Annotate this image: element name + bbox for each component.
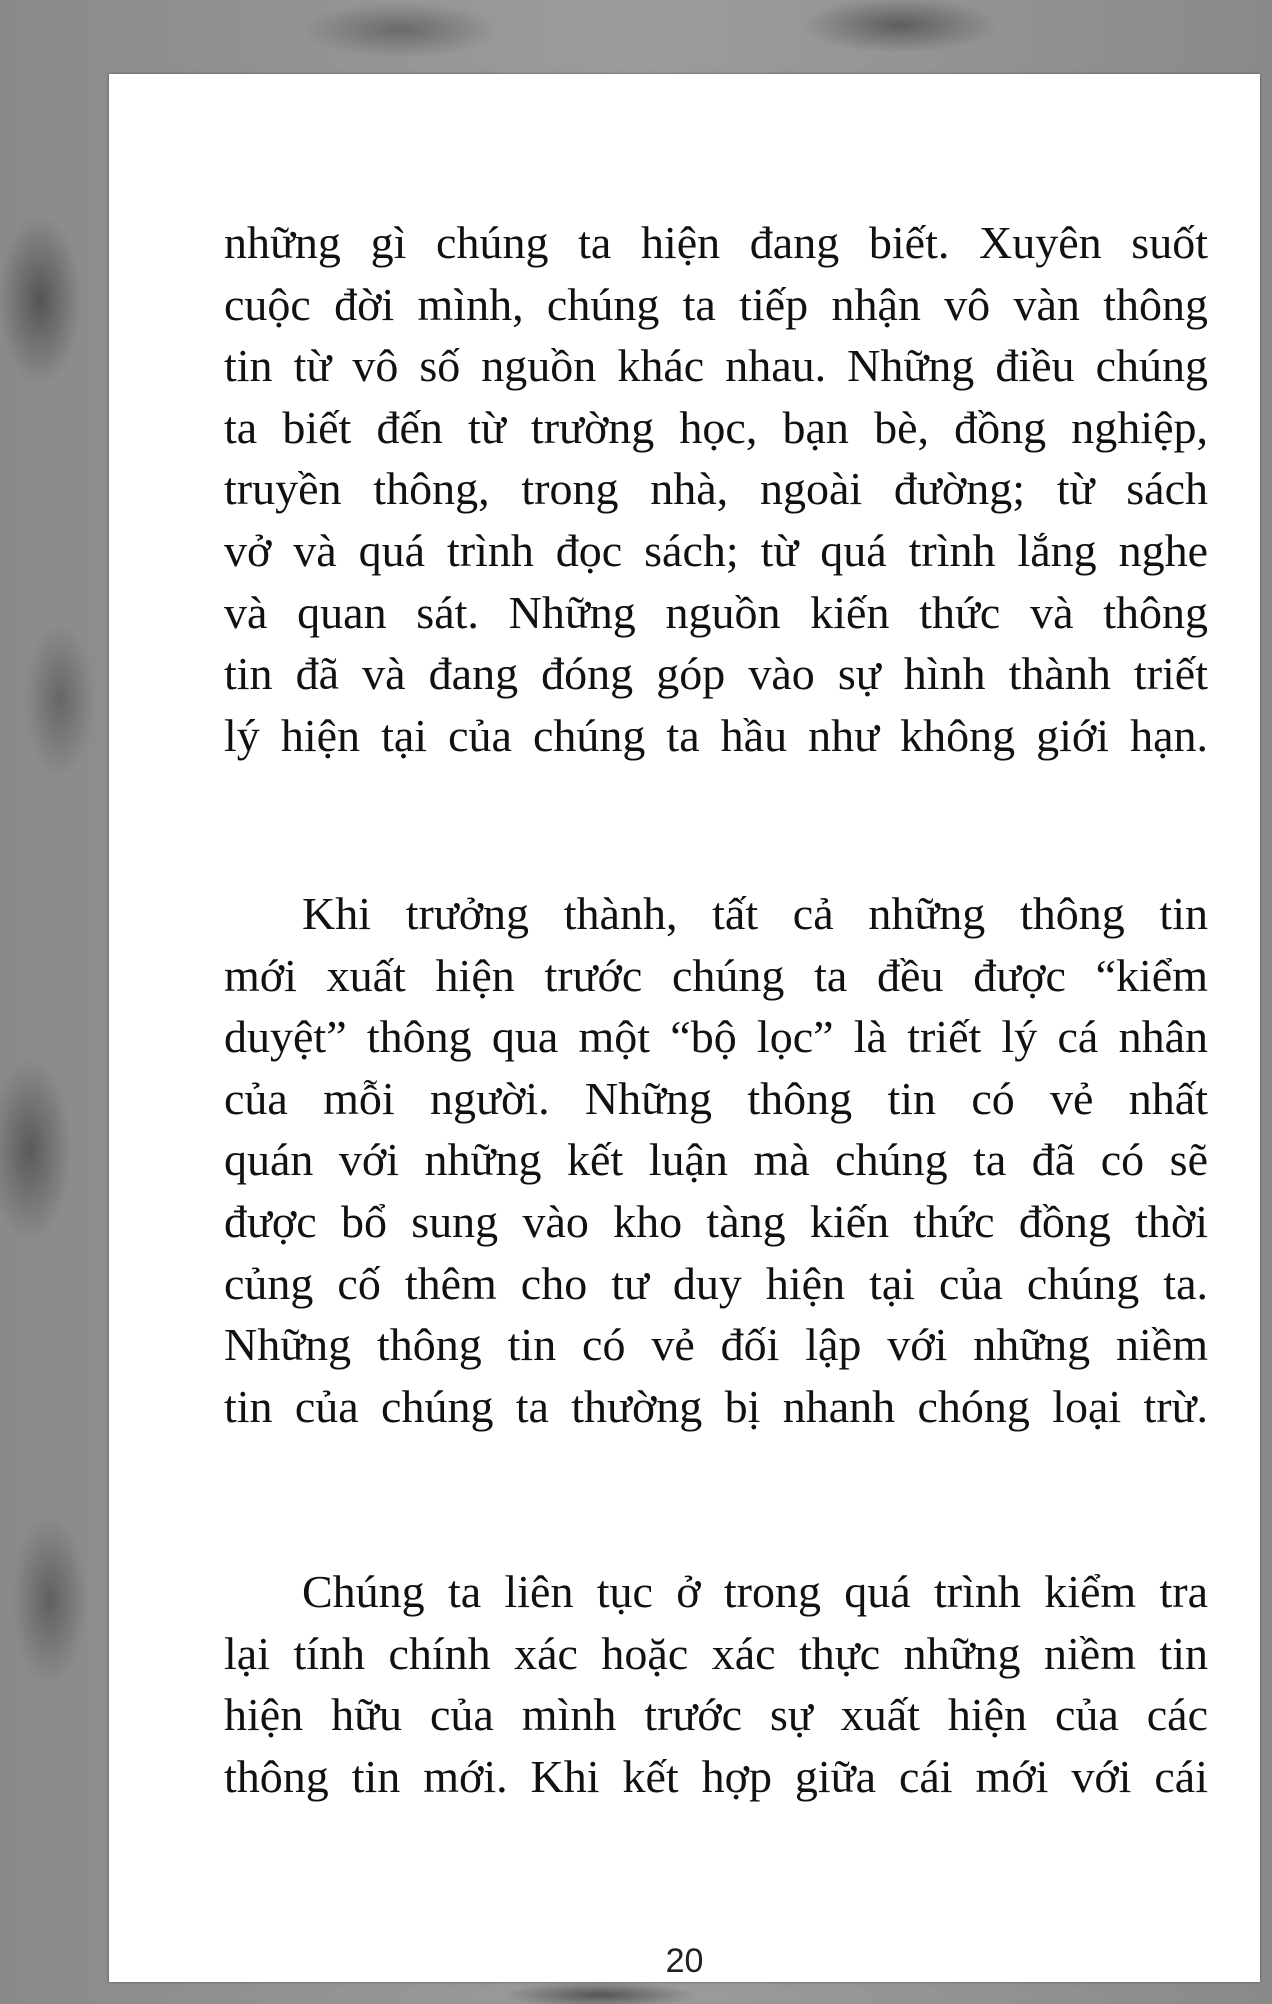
paragraph-2 — [224, 883, 1208, 1437]
paragraph-1 — [224, 212, 1208, 766]
text-line: ta biết đến từ trường học, bạn bè, đồng nghiệp, — [224, 401, 1208, 453]
text-line: quán với những kết luận mà chúng ta đã có sẽ — [224, 1134, 1208, 1186]
text-line: tin đã và đang đóng góp vào sự hình thành triết — [224, 648, 1208, 700]
text-line: mới xuất hiện trước chúng ta đều được “kiểm — [224, 949, 1208, 1001]
book-page — [109, 74, 1260, 1982]
text-line: truyền thông, trong nhà, ngoài đường; từ sách — [224, 463, 1208, 515]
text-line: vở và quá trình đọc sách; từ quá trình lắng nghe — [224, 524, 1208, 576]
text-line: duyệt” thông qua một “bộ lọc” là triết lý cá nhân — [224, 1011, 1208, 1063]
page-number: 20 — [665, 1942, 704, 1980]
text-line: lý hiện tại của chúng ta hầu như không giới hạn. — [224, 709, 1208, 761]
text-line: cuộc đời mình, chúng ta tiếp nhận vô vàn thông — [224, 278, 1208, 330]
text-line: Những thông tin có vẻ đối lập với những niềm — [224, 1319, 1208, 1371]
text-line: những gì chúng ta hiện đang biết. Xuyên suốt — [224, 217, 1208, 268]
text-line: tin từ vô số nguồn khác nhau. Những điều chúng — [224, 340, 1208, 392]
text-line: thông tin mới. Khi kết hợp giữa cái mới với cái — [224, 1750, 1208, 1802]
text-line: Khi trưởng thành, tất cả những thông tin — [302, 888, 1208, 939]
text-line: Chúng ta liên tục ở trong quá trình kiểm tra — [302, 1566, 1208, 1617]
text-line: củng cố thêm cho tư duy hiện tại của chúng ta. — [224, 1257, 1208, 1309]
text-line: tin của chúng ta thường bị nhanh chóng loại trừ. — [224, 1380, 1208, 1432]
text-line: của mỗi người. Những thông tin có vẻ nhất — [224, 1072, 1208, 1124]
text-line: hiện hữu của mình trước sự xuất hiện của các — [224, 1689, 1208, 1741]
text-line: và quan sát. Những nguồn kiến thức và thông — [224, 586, 1208, 638]
paragraph-3 — [224, 1561, 1208, 1807]
text-line: lại tính chính xác hoặc xác thực những niềm tin — [224, 1627, 1208, 1679]
text-line: được bổ sung vào kho tàng kiến thức đồng thời — [224, 1195, 1208, 1247]
